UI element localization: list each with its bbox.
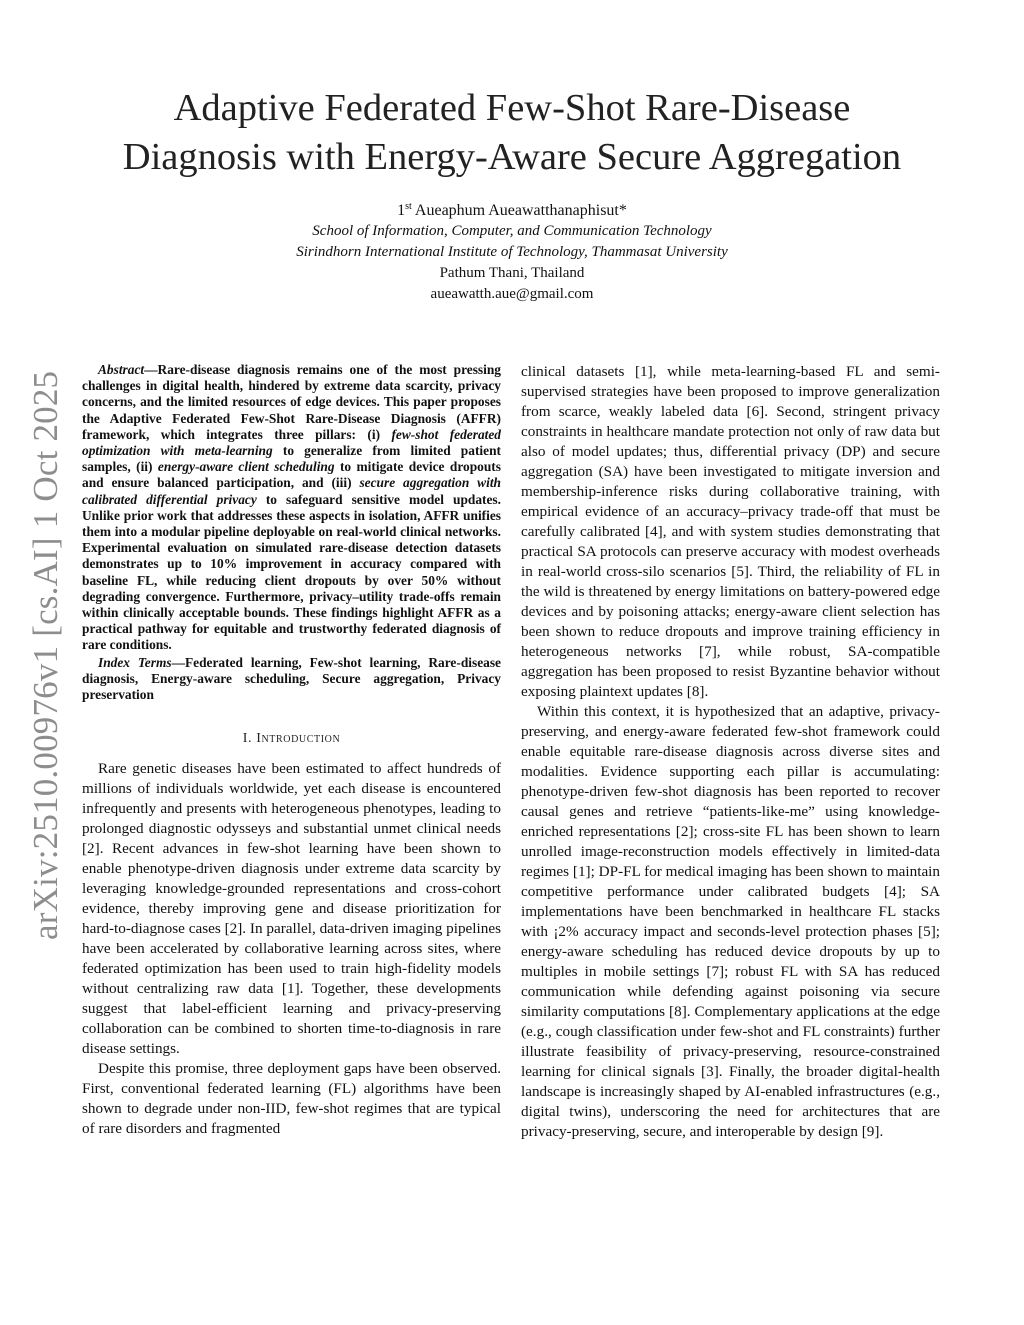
title-line-1: Adaptive Federated Few-Shot Rare-Disease [173, 87, 851, 129]
section-title: Introduction [256, 731, 341, 747]
section-number: I. [242, 731, 253, 747]
intro-paragraph-2: Despite this promise, three deployment gaps have been observed. First, conventional federated learning (FL) algorithms have been shown to degrade under non-IID, few-shot regimes that are typical of rare disorders and fragmented [82, 1060, 501, 1138]
author-block [150, 200, 874, 305]
abstract-text-1: Rare-disease diagnosis remains one of the most pressing challenges in digital health, hindered by extreme data scarcity, privacy concerns, and the limited resources of edge devices. This paper proposes the Adaptive Federated Few-Shot Rare-Disease Diagnosis (AFFR) framework, which integrates three pillars: (i) [82, 362, 501, 442]
title-line-2: Diagnosis with Energy-Aware Secure Aggregation [122, 136, 902, 178]
intro-paragraph-3: Within this context, it is hypothesized that an adaptive, privacy-preserving, and energy-aware federated few-shot framework could enable equitable rare-disease diagnosis across diverse sites and modalities. Evidence supporting each pillar is accumulating: phenotype-driven few-shot diagnosis has been reported to recover causal genes and retrieve “patients-like-me” using knowledge-enriched representations [2]; cross-site FL has been shown to learn unrolled image-reconstruction models effectively in limited-data regimes [1]; DP-FL for medical imaging has been shown to maintain competitive performance under calibrated budgets [4]; SA implementations have been benchmarked in healthcare FL stacks with ¡2% accuracy impact and seconds-level protection phases [5]; energy-aware scheduling has reduced device dropouts by up to multiples in mobile settings [7]; robust FL with SA has reduced communication while defending against poisoning via secure similarity computations [8]. Complementary applications at the edge (e.g., cough classification under few-shot and FL constraints) further illustrate feasibility of privacy-preserving, resource-constrained learning for clinical signals [3]. Finally, the broader digital-health landscape is increasingly shaped by AI-enabled infrastructures (e.g., digital twins), underscoring the need for architectures that are privacy-preserving, secure, and interoperable by design [9]. [521, 703, 940, 1140]
abstract-text-4: to safeguard sensitive model updates. Unlike prior work that addresses these aspects in isolation, AFFR unifies them into a modular pipeline deployable on real-world clinical networks. Experimental evaluation on simulated rare-disease detection datasets demonstrates up to 10% improvement in accuracy compared with baseline FL, while reducing client dropouts by over 50% without degrading convergence. Furthermore, privacy–utility trade-offs remain within clinically acceptable bounds. These findings highlight AFFR as a practical pathway for equitable and trustworthy federated diagnosis of rare conditions. [82, 491, 501, 653]
author-email: aueawatth.aue@gmail.com [430, 286, 594, 302]
author-name-line [150, 200, 874, 221]
left-column [82, 362, 501, 1139]
right-column [521, 362, 940, 1142]
arxiv-identifier: arXiv:2510.00976v1 [cs.AI] 1 Oct 2025 [26, 370, 65, 940]
abstract-text-3: to mitigate device dropouts and ensure balanced participation, and (iii) [82, 459, 501, 491]
abstract [82, 362, 501, 654]
index-terms [82, 655, 501, 704]
abstract-emphasis-1: few-shot federated optimization with meta-learning [82, 426, 501, 459]
abstract-dash: — [144, 362, 158, 377]
paper-title [60, 84, 964, 182]
abstract-emphasis-2: energy-aware client scheduling [157, 459, 335, 475]
intro-paragraph-1: Rare genetic diseases have been estimated to affect hundreds of millions of individuals worldwide, yet each disease is encountered infrequently and presents with heterogeneous phenotypes, leading to prolonged diagnostic odysseys and substantial unmet clinical needs [2]. Recent advances in few-shot learning have been shown to enable phenotype-driven diagnosis under extreme data scarcity by leveraging knowledge-grounded representations and cross-cohort evidence, thereby improving gene and disease prioritization for hard-to-diagnose cases [2]. In parallel, data-driven imaging pipelines have been accelerated by collaborative learning across sites, where federated optimization has been used to train high-fidelity models without centralizing raw data [1]. Together, these developments suggest that label-efficient learning and privacy-preserving collaboration can be combined to shorten time-to-diagnosis in rare disease settings. [82, 760, 501, 1058]
author-institute: Sirindhorn International Institute of Technology, Thammasat University [296, 244, 728, 260]
section-heading-introduction [82, 729, 501, 749]
author-ordinal-suffix: st [405, 201, 412, 212]
author-department: School of Information, Computer, and Communication Technology [312, 223, 712, 239]
author-name: Aueaphum Aueawatthanaphisut* [414, 202, 627, 219]
abstract-label: Abstract [98, 362, 145, 377]
abstract-emphasis-3: secure aggregation with calibrated differential privacy [82, 475, 501, 507]
abstract-text-2: to generalize from limited patient samples, (ii) [82, 443, 501, 475]
index-terms-label: Index Terms [98, 654, 172, 670]
author-ordinal: 1 [397, 202, 406, 219]
author-location: Pathum Thani, Thailand [439, 265, 585, 281]
intro-paragraph-2-continued: clinical datasets [1], while meta-learning-based FL and semi-supervised strategies have been proposed to improve generalization from scarce, weakly labeled data [6]. Second, stringent privacy constraints in healthcare mandate protection not only of raw data but also of model updates; thus, differential privacy (DP) and secure aggregation (SA) have been investigated to mitigate inversion and membership-inference risks during collaborative training, with empirical evidence of an accuracy–privacy trade-off that must be carefully calibrated [4], and with system studies demonstrating that practical SA protocols can preserve accuracy with modest overheads in real-world cross-silo scenarios [5]. Third, the reliability of FL in the wild is threatened by energy limitations on battery-powered edge devices and by poisoning attacks; energy-aware client selection has been shown to reduce dropouts and improve training efficiency in heterogeneous networks [7], while robust, SA-compatible aggregation has been proposed to resist Byzantine behavior without exposing plaintext updates [8]. [521, 363, 940, 700]
index-terms-dash: — [171, 654, 185, 670]
index-terms-text: Federated learning, Few-shot learning, Rare-disease diagnosis, Energy-aware scheduling, Secure aggregation, Privacy preservation [82, 654, 501, 703]
